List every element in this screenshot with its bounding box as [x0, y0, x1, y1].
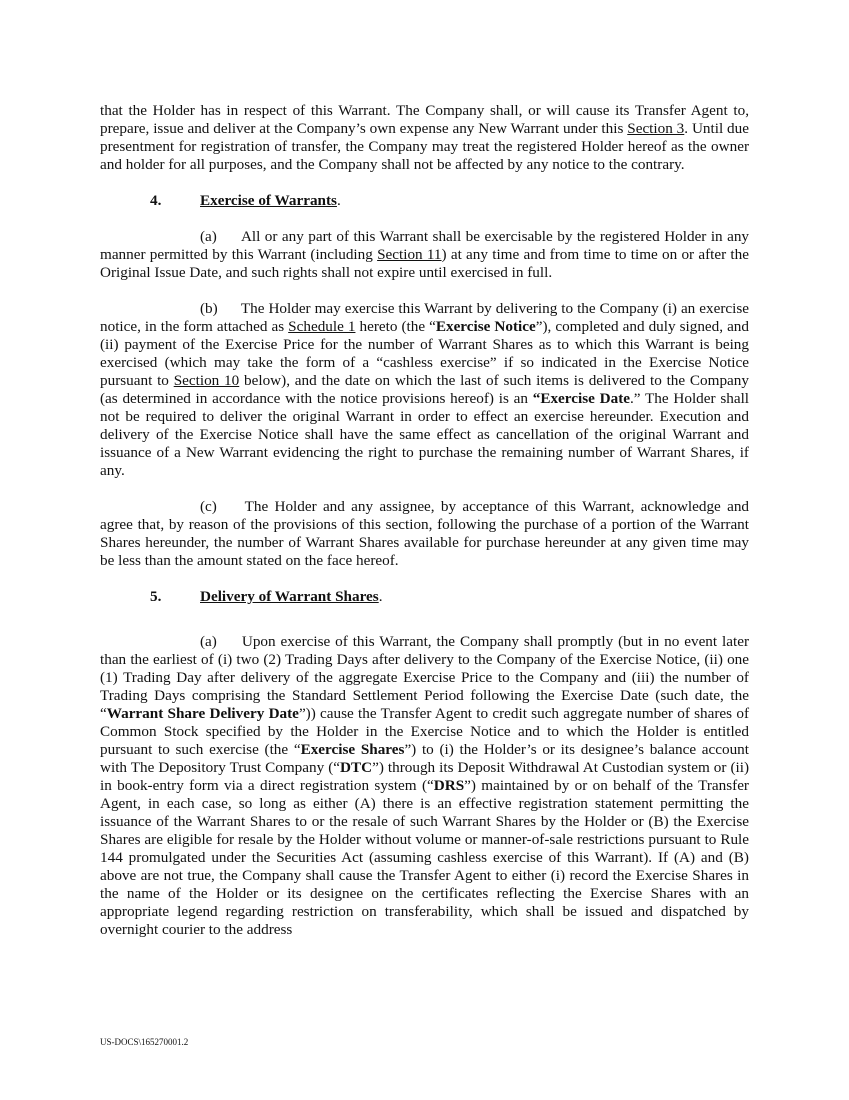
document-id-footer: US-DOCS\165270001.2: [100, 1037, 189, 1047]
intro-paragraph: [100, 102, 749, 174]
text-run: ”) to (i) the Holder’s or its designee’s balance account with The Depository Trust Company (“: [100, 741, 749, 776]
text-run: .” The Holder shall not be required to deliver the original Warrant in order to effect an exercise hereunder. Execution and delivery of the Exercise Notice shall have the same effect as cancellation of the original Warrant and issuance of a New Warrant evidencing the right to purchase the remaining number of Warrant Shares, if any.: [100, 390, 750, 479]
section-3-reference: Section 3: [627, 120, 685, 137]
defined-term: “Exercise Date: [532, 390, 630, 407]
clause-label: (a): [200, 228, 217, 245]
text-run: Upon exercise of this Warrant, the Company shall promptly (but in no event later than the earliest of (i) two (2) Trading Days after delivery to the Company of the Exercise Notice, (ii) one (1) Trading Day after delivery of the aggregate Exercise Price to the Company and (iii) the number of Trading Days comprising the Standard Settlement Period following the Exercise Date (such date, the “: [100, 633, 750, 722]
section-number: 5.: [150, 588, 162, 605]
clause-label: (c): [200, 498, 217, 515]
defined-term: Warrant Share Delivery Date: [106, 705, 299, 722]
text-run: that the Holder has in respect of this Warrant. The Company shall, or will cause its Transfer Agent to, prepare, issue and deliver at the Company’s own expense any New Warrant under this: [100, 102, 749, 137]
section-4c-paragraph: [100, 498, 749, 570]
clause-label: (a): [200, 633, 217, 650]
clause-label: (b): [200, 300, 218, 317]
section-number: 4.: [150, 192, 162, 209]
text-run: ”) maintained by or on behalf of the Transfer Agent, in each case, so long as either (A) there is an effective registration statement permitting the issuance of the Warrant Shares to or the resale of such Warrant Shares by the Holder or (B) the Exercise Shares are eligible for resale by the Holder without volume or manner-of-sale restrictions pursuant to Rule 144 promulgated under the Securities Act (assuming cashless exercise of this Warrant). If (A) and (B) above are not true, the Company shall cause the Transfer Agent to either (i) record the Exercise Shares in the name of the Holder or its designee on the certificates reflecting the Exercise Shares with an appropriate legend regarding restriction on transferability, which shall be issued and dispatched by overnight courier to the address: [100, 777, 749, 938]
section-4a-paragraph: [100, 228, 749, 282]
defined-term: DTC: [340, 759, 373, 776]
section-5a-paragraph: [100, 633, 749, 939]
text-run: . Until due presentment for registration of transfer, the Company may treat the registered Holder hereof as the owner and holder for all purposes, and the Company shall not be affected by any notice to the contrary.: [100, 120, 749, 173]
section-11-reference: Section 11: [377, 246, 442, 263]
section-title: Exercise of Warrants: [200, 192, 337, 209]
text-run: ”) through its Deposit Withdrawal At Custodian system or (ii) in book-entry form via a direct registration system (“: [100, 759, 749, 794]
section-title: Delivery of Warrant Shares: [200, 588, 379, 605]
text-run: below), and the date on which the last of such items is delivered to the Company (as determined in accordance with the notice provisions hereof) is an: [100, 372, 749, 407]
defined-term: Exercise Shares: [300, 741, 405, 758]
text-run: ”)) cause the Transfer Agent to credit such aggregate number of shares of Common Stock specified by the Holder in the Exercise Notice and to which the Holder is entitled pursuant to such exercise (the “: [100, 705, 749, 758]
text-run: ”), completed and duly signed, and (ii) payment of the Exercise Price for the number of Warrant Shares as to which this Warrant is being exercised (which may take the form of a “cashless exercise” if so indicated in the Exercise Notice pursuant to: [100, 318, 749, 389]
section-10-reference: Section 10: [173, 372, 240, 389]
defined-term: DRS: [433, 777, 465, 794]
defined-term: Exercise Notice: [435, 318, 536, 335]
schedule-1-reference: Schedule 1: [288, 318, 356, 335]
text-run: The Holder and any assignee, by acceptance of this Warrant, acknowledge and agree that, by reason of the provisions of this section, following the purchase of a portion of the Warrant Shares hereunder, the number of Warrant Shares available for purchase hereunder at any given time may be less than the amount stated on the face hereof.: [100, 498, 750, 569]
section-5-heading: 5. Delivery of Warrant Shares.: [100, 588, 749, 606]
text-run: hereto (the “: [355, 318, 436, 335]
section-4b-paragraph: [100, 300, 749, 480]
document-page: [100, 102, 749, 939]
text-run: ) at any time and from time to time on or after the Original Issue Date, and such rights shall not expire until exercised in full.: [100, 246, 749, 281]
text-run: The Holder may exercise this Warrant by delivering to the Company (i) an exercise notice, in the form attached as: [100, 300, 749, 335]
text-run: All or any part of this Warrant shall be exercisable by the registered Holder in any manner permitted by this Warrant (including: [100, 228, 750, 263]
section-4-heading: 4. Exercise of Warrants.: [100, 192, 749, 210]
